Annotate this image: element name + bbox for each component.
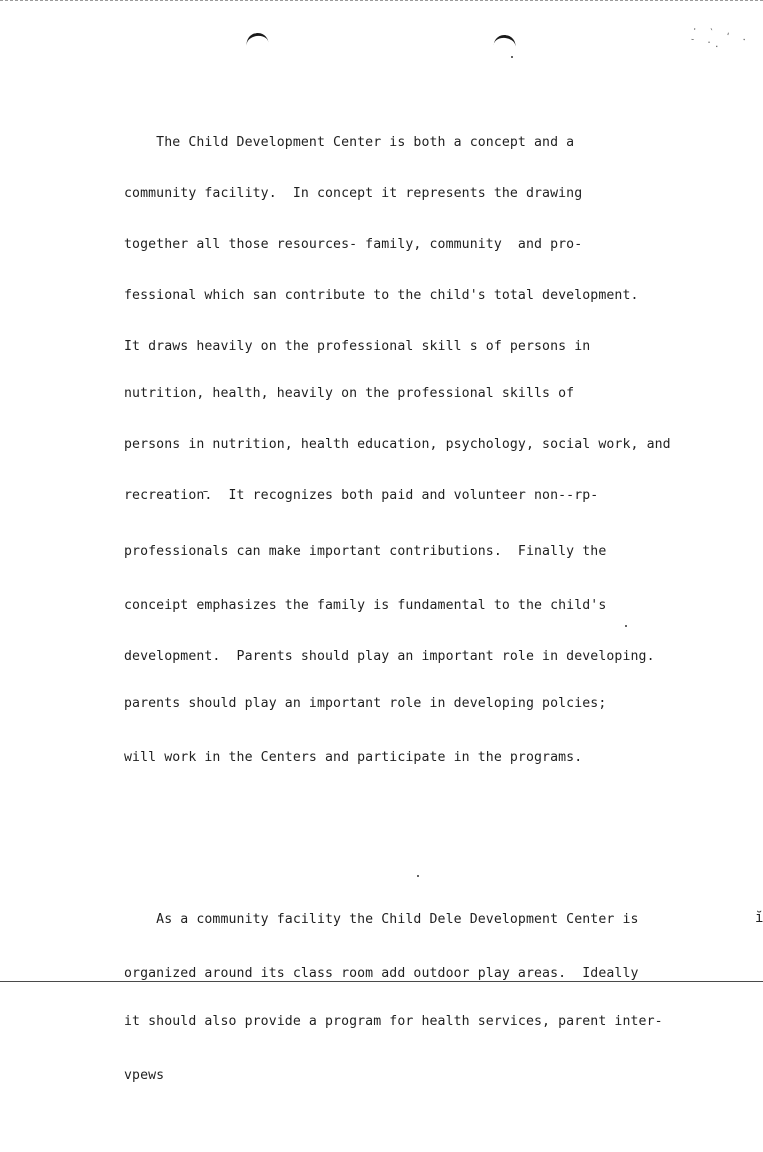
text-line: fessional which san contribute to the child's total development. bbox=[124, 288, 639, 303]
text-line: parents should play an important role in developing polcies; bbox=[124, 696, 607, 711]
ink-speck bbox=[511, 56, 513, 58]
punch-hole-mark-left bbox=[245, 32, 269, 48]
paragraph-2 bbox=[124, 877, 744, 1118]
page-bottom-edge bbox=[0, 981, 763, 982]
text-line: The Child Development Center is both a concept and a bbox=[124, 135, 575, 150]
text-line: will work in the Centers and participate in the programs. bbox=[124, 750, 583, 765]
text-line: it should also provide a program for health services, parent inter- bbox=[124, 1014, 663, 1029]
page-top-edge bbox=[0, 0, 763, 1]
text-line: persons in nutrition, health education, psychology, social work, and bbox=[124, 437, 671, 452]
typed-text-body bbox=[124, 66, 744, 1152]
paragraph-gap bbox=[124, 834, 744, 843]
punch-hole-mark-right bbox=[493, 34, 516, 49]
text-line: As a community facility the Child Dele Development Center is bbox=[124, 912, 639, 927]
text-line: professionals can make important contributions. Finally the bbox=[124, 544, 607, 559]
text-line: community facility. In concept it represents the drawing bbox=[124, 186, 583, 201]
text-line: conceipt emphasizes the family is fundamental to the child's bbox=[124, 598, 607, 613]
corner-margin-marks: · ` ' · - ·. bbox=[688, 24, 751, 52]
text-line: development. Parents should play an important role in developing. bbox=[124, 649, 655, 664]
edge-mark: ĭ bbox=[755, 910, 763, 926]
text-line: recreation. It recognizes both paid and volunteer non--rp- bbox=[124, 488, 599, 503]
text-line: vpews bbox=[124, 1068, 165, 1083]
text-line: together all those resources- family, community and pro- bbox=[124, 237, 583, 252]
paragraph-1 bbox=[124, 100, 744, 800]
text-line: organized around its class room add outdoor play areas. Ideally bbox=[124, 966, 639, 981]
text-line: It draws heavily on the professional skill s of persons in bbox=[124, 339, 591, 354]
text-line: nutrition, health, heavily on the professional skills of bbox=[124, 386, 575, 401]
